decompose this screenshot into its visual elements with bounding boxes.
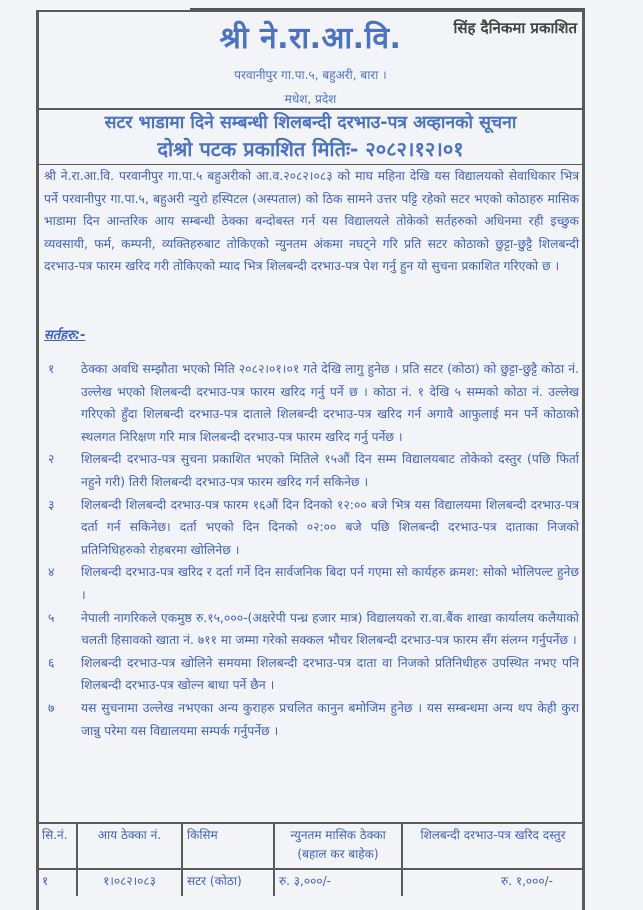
publisher-note: सिंह दैनिकमा प्रकाशित [453, 19, 577, 37]
condition-text: यस सुचनामा उल्लेख नभएका अन्य कुराहरु प्रचलित कानुन बमोजिम हुनेछ । यस सम्बन्धमा अन्य थप केही कुरा जान्नु परेमा यस विद्यालयमा सम्पर्क गर्नुपर्नेछ । [81, 700, 579, 738]
cell-contract-no: १।०८२।०८३ [77, 869, 182, 896]
col-header-sn: सि.नं. [37, 823, 77, 869]
condition-number: ७ [48, 700, 55, 715]
condition-item [44, 607, 579, 652]
condition-item [44, 697, 579, 742]
cell-form-fee: रु. १,०००/- [402, 869, 584, 896]
col-header-contract-no: आय ठेक्का नं. [77, 823, 182, 869]
col-header-type: किसिम [182, 823, 274, 869]
condition-text: शिलबन्दी शिलबन्दी दरभाउ-पत्र फारम १६औं दिन दिनको १२:०० बजे भित्र यस विद्यालयमा शिलबन्दी दरभाउ-पत्र दर्ता गर्न सकिनेछ। दर्ता भएको दिन दिनको ०२:०० बजे पछि शिलबन्दी दरभाउ-पत्र दाताका निजको प्रतिनिधिहरुको रोहबरमा खोलिनेछ । [81, 497, 579, 557]
cell-min-rent: रु. ३,०००/- [274, 869, 402, 896]
cell-type: सटर (कोठा) [182, 869, 274, 896]
condition-text: शिलबन्दी दरभाउ-पत्र सुचना प्रकाशित भएको मितिले १५औं दिन सम्म विद्यालयबाट तोकेको दस्तुर (पछि फिर्ता नहुने गरी) तिरी शिलबन्दी दरभाउ-पत्र फारम खरिद गर्न सकिनेछ । [81, 452, 579, 489]
condition-text: शिलबन्दी दरभाउ-पत्र खोलिने समयमा शिलबन्दी दरभाउ-पत्र दाता वा निजको प्रतिनिधीहरु उपस्थित नभए पनि शिलबन्दी दरभाउ-पत्र खोल्न बाधा पर्ने छैन । [81, 655, 579, 693]
condition-item [44, 358, 579, 448]
notice-header [36, 10, 585, 110]
table-header-row [37, 823, 584, 869]
notice-title: सटर भाडामा दिने सम्बन्धी शिलबन्दी दरभाउ-पत्र अव्हानको सूचना [104, 113, 517, 133]
condition-item [44, 652, 579, 697]
table-row [37, 869, 584, 896]
condition-number: ४ [48, 565, 55, 580]
condition-number: ६ [48, 655, 55, 670]
org-title: श्री ने.रा.आ.वि. [219, 21, 402, 56]
col-header-form-fee: शिलबन्दी दरभाउ-पत्र खरिद दस्तुर [402, 823, 584, 869]
condition-item [44, 494, 579, 562]
cell-sn: १ [37, 869, 77, 896]
condition-item [44, 561, 579, 606]
intro-paragraph: श्री ने.रा.आ.वि. परवानीपुर गा.पा.५ बहुअरीको आ.व.२०८२।०८३ को माघ महिना देखि यस विद्यालयको सेवाधिकार भित्र पर्ने परवानीपुर गा.पा.५, बहुअरी न्युरो हस्पिटल (अस्पताल) को ठिक सामने उत्तर पट्टि रहेको सटर भएको कोठाहरु मासिक भाडामा दिन आन्तरिक आय सम्बन्धी ठेक्का बन्दोबस्त गर्न यस विद्यालयले तोकेको सर्तहरुको अधिनमा रही इच्छुक व्यवसायी, फर्म, कम्पनी, व्यक्तिहरुबाट तोकिएको न्युनतम अंकमा नघट्ने गरि प्रति सटर कोठाको छुट्टा-छुट्टै शिलबन्दी दरभाउ-पत्र फारम खरिद गरी तोकिएको म्याद भित्र शिलबन्दी दरभाउ-पत्र पेश गर्नु हुन यो सुचना प्रकाशित गरिएको छ । [44, 169, 579, 274]
condition-number: ३ [48, 497, 55, 512]
conditions-heading: सर्तहरु:- [44, 328, 86, 343]
conditions-list [44, 358, 579, 742]
org-address: परवानीपुर गा.पा.५, बहुअरी, बारा । [234, 68, 387, 82]
condition-number: २ [48, 452, 55, 467]
condition-number: १ [48, 362, 55, 376]
condition-number: ५ [48, 610, 55, 625]
col-header-min-rent: न्युनतम मासिक ठेक्का (बहाल कर बाहेक) [274, 823, 402, 869]
published-date: दोश्रो पटक प्रकाशित मितिः- २०८२।१२।०१ [157, 137, 464, 161]
org-province: मधेश, प्रदेश [284, 92, 337, 106]
condition-item [44, 448, 579, 493]
tender-table [36, 822, 585, 896]
condition-text: शिलबन्दी दरभाउ-पत्र खरिद र दर्ता गर्ने दिन सार्वजनिक बिदा पर्न गएमा सो कार्यहरु क्रमश: सोको भोलिपल्ट हुनेछ । [81, 565, 579, 602]
condition-text: नेपाली नागरिकले एकमुष्ठ रु.१५,०००-(अक्षरेपी पन्ध्र हजार मात्र) विद्यालयको रा.वा.बैंक शाखा कार्यालय कलैयाको चलती हिसावको खाता नं. ७११ मा जम्मा गरेको सक्कल भौचर शिलबन्दी दरभाउ-पत्र फारम सँग संलग्न गर्नुपर्नेछ । [81, 610, 579, 648]
condition-text: ठेक्का अवधि सम्झौता भएको मिति २०८२।०१।०१ गते देखि लागु हुनेछ । प्रति सटर (कोठा) को छुट्टा-छुट्टै कोठा नं. उल्लेख भएको शिलबन्दी दरभाउ-पत्र फारम खरिद गर्नु पर्ने छ । कोठा नं. १ देखि ५ सम्मको कोठा नं. उल्लेख गरिएको हुँदा शिलबन्दी दरभाउ-पत्र दाताले शिलबन्दी दरभाउ-पत्र खरिद गर्न अगावै आफुलाई मन पर्ने कोठाको स्थलगत निरिक्षण गरि मात्र शिलबन्दी दरभाउ-पत्र फारम खरिद गर्नु पर्नेछ । [81, 362, 579, 444]
